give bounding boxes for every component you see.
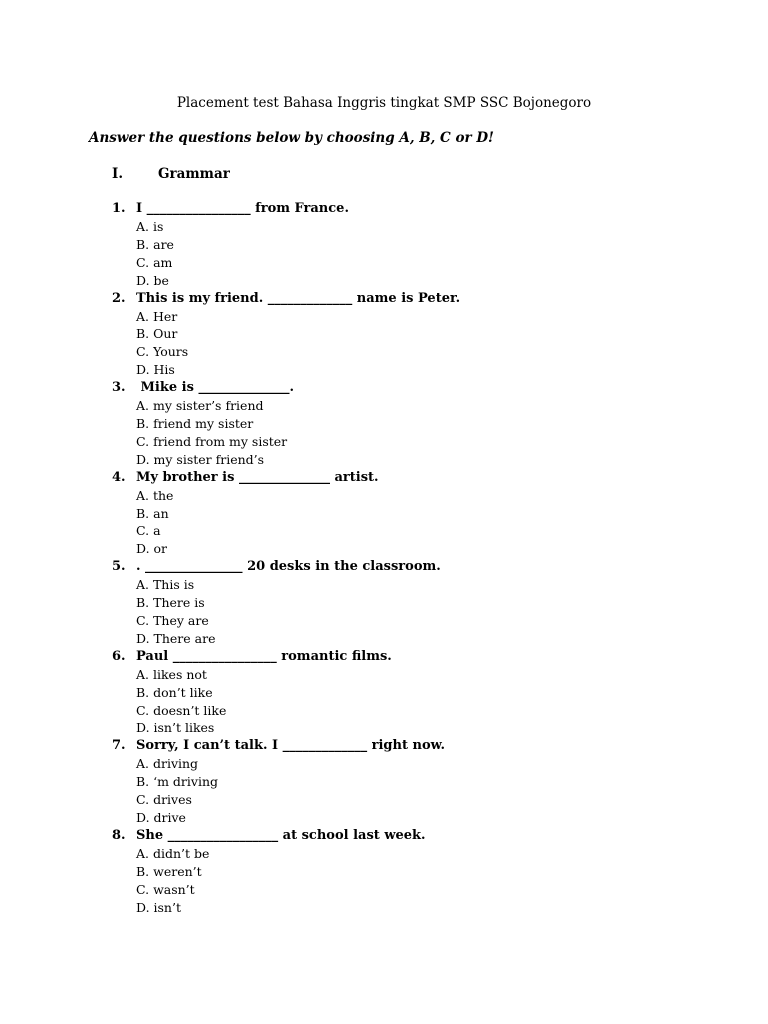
answer-option: B. friend my sister — [136, 416, 254, 432]
question-stem — [112, 379, 712, 397]
answer-option: A. driving — [136, 756, 199, 772]
question-7 — [112, 737, 712, 827]
question-stem — [112, 737, 712, 755]
answer-option: B. are — [136, 236, 174, 252]
question-stem — [112, 558, 712, 576]
question-5 — [112, 558, 712, 648]
question-stem — [112, 290, 712, 308]
question-text: Sorry, I can’t talk. I _____________ right now. — [136, 738, 446, 754]
question-text: . _______________ 20 desks in the classroom. — [136, 559, 441, 575]
answer-option: C. wasn’t — [136, 881, 195, 897]
answer-option: D. be — [136, 272, 169, 288]
answer-option: A. Her — [136, 308, 178, 324]
answer-option: B. ‘m driving — [136, 774, 219, 790]
question-text: Mike is ______________. — [136, 380, 294, 396]
question-number: 8. — [112, 827, 126, 843]
question-1 — [112, 200, 712, 290]
answer-option: A. This is — [136, 577, 195, 593]
answer-option: D. isn’t — [136, 899, 181, 915]
answer-option: D. There are — [136, 630, 216, 646]
question-stem — [112, 469, 712, 487]
answer-option: D. isn’t likes — [136, 720, 215, 736]
answer-option: C. a — [136, 523, 161, 539]
question-stem — [112, 200, 712, 218]
answer-option: C. am — [136, 254, 173, 270]
question-number: 4. — [112, 469, 126, 485]
question-text: I ________________ from France. — [136, 201, 349, 216]
answer-option: C. They are — [136, 613, 209, 629]
question-stem — [112, 827, 712, 845]
question-list — [112, 200, 712, 917]
question-6 — [112, 648, 712, 738]
question-8 — [112, 827, 712, 917]
answer-option: B. don’t like — [136, 684, 213, 700]
question-text: This is my friend. _____________ name is Peter. — [136, 290, 461, 306]
answer-option: A. my sister’s friend — [136, 398, 264, 414]
question-text: She _________________ at school last week. — [136, 827, 426, 843]
answer-option: C. friend from my sister — [136, 433, 288, 449]
question-4 — [112, 469, 712, 559]
answer-option: D. my sister friend’s — [136, 451, 265, 467]
answer-option: C. drives — [136, 792, 192, 808]
answer-option: A. the — [136, 487, 174, 503]
answer-option: B. an — [136, 505, 169, 521]
answer-option: D. His — [136, 362, 175, 378]
question-3 — [112, 379, 712, 469]
answer-option: B. weren’t — [136, 863, 202, 879]
answer-option: A. likes not — [136, 666, 207, 682]
question-text: My brother is ______________ artist. — [136, 469, 379, 485]
question-number: 1. — [112, 201, 126, 216]
answer-option: B. There is — [136, 595, 205, 611]
question-number: 5. — [112, 559, 126, 575]
answer-option: C. doesn’t like — [136, 702, 227, 718]
answer-option: A. didn’t be — [136, 845, 210, 861]
answer-option: A. is — [136, 219, 164, 234]
section-heading — [112, 165, 230, 183]
question-2 — [112, 290, 712, 380]
instruction-text: Answer the questions below by choosing A, B, C or D! — [89, 130, 494, 146]
question-number: 6. — [112, 648, 126, 664]
answer-option: B. Our — [136, 326, 178, 342]
section-number: I. — [112, 166, 124, 182]
section-name: Grammar — [158, 166, 230, 182]
question-text: Paul ________________ romantic films. — [136, 648, 392, 664]
question-number: 3. — [112, 380, 126, 396]
question-number: 2. — [112, 290, 126, 306]
answer-option: C. Yours — [136, 344, 189, 360]
page-title: Placement test Bahasa Inggris tingkat SMP SSC Bojonegoro — [176, 95, 592, 111]
answer-option: D. drive — [136, 810, 186, 826]
answer-option: D. or — [136, 541, 168, 557]
question-stem — [112, 648, 712, 666]
question-number: 7. — [112, 738, 126, 754]
